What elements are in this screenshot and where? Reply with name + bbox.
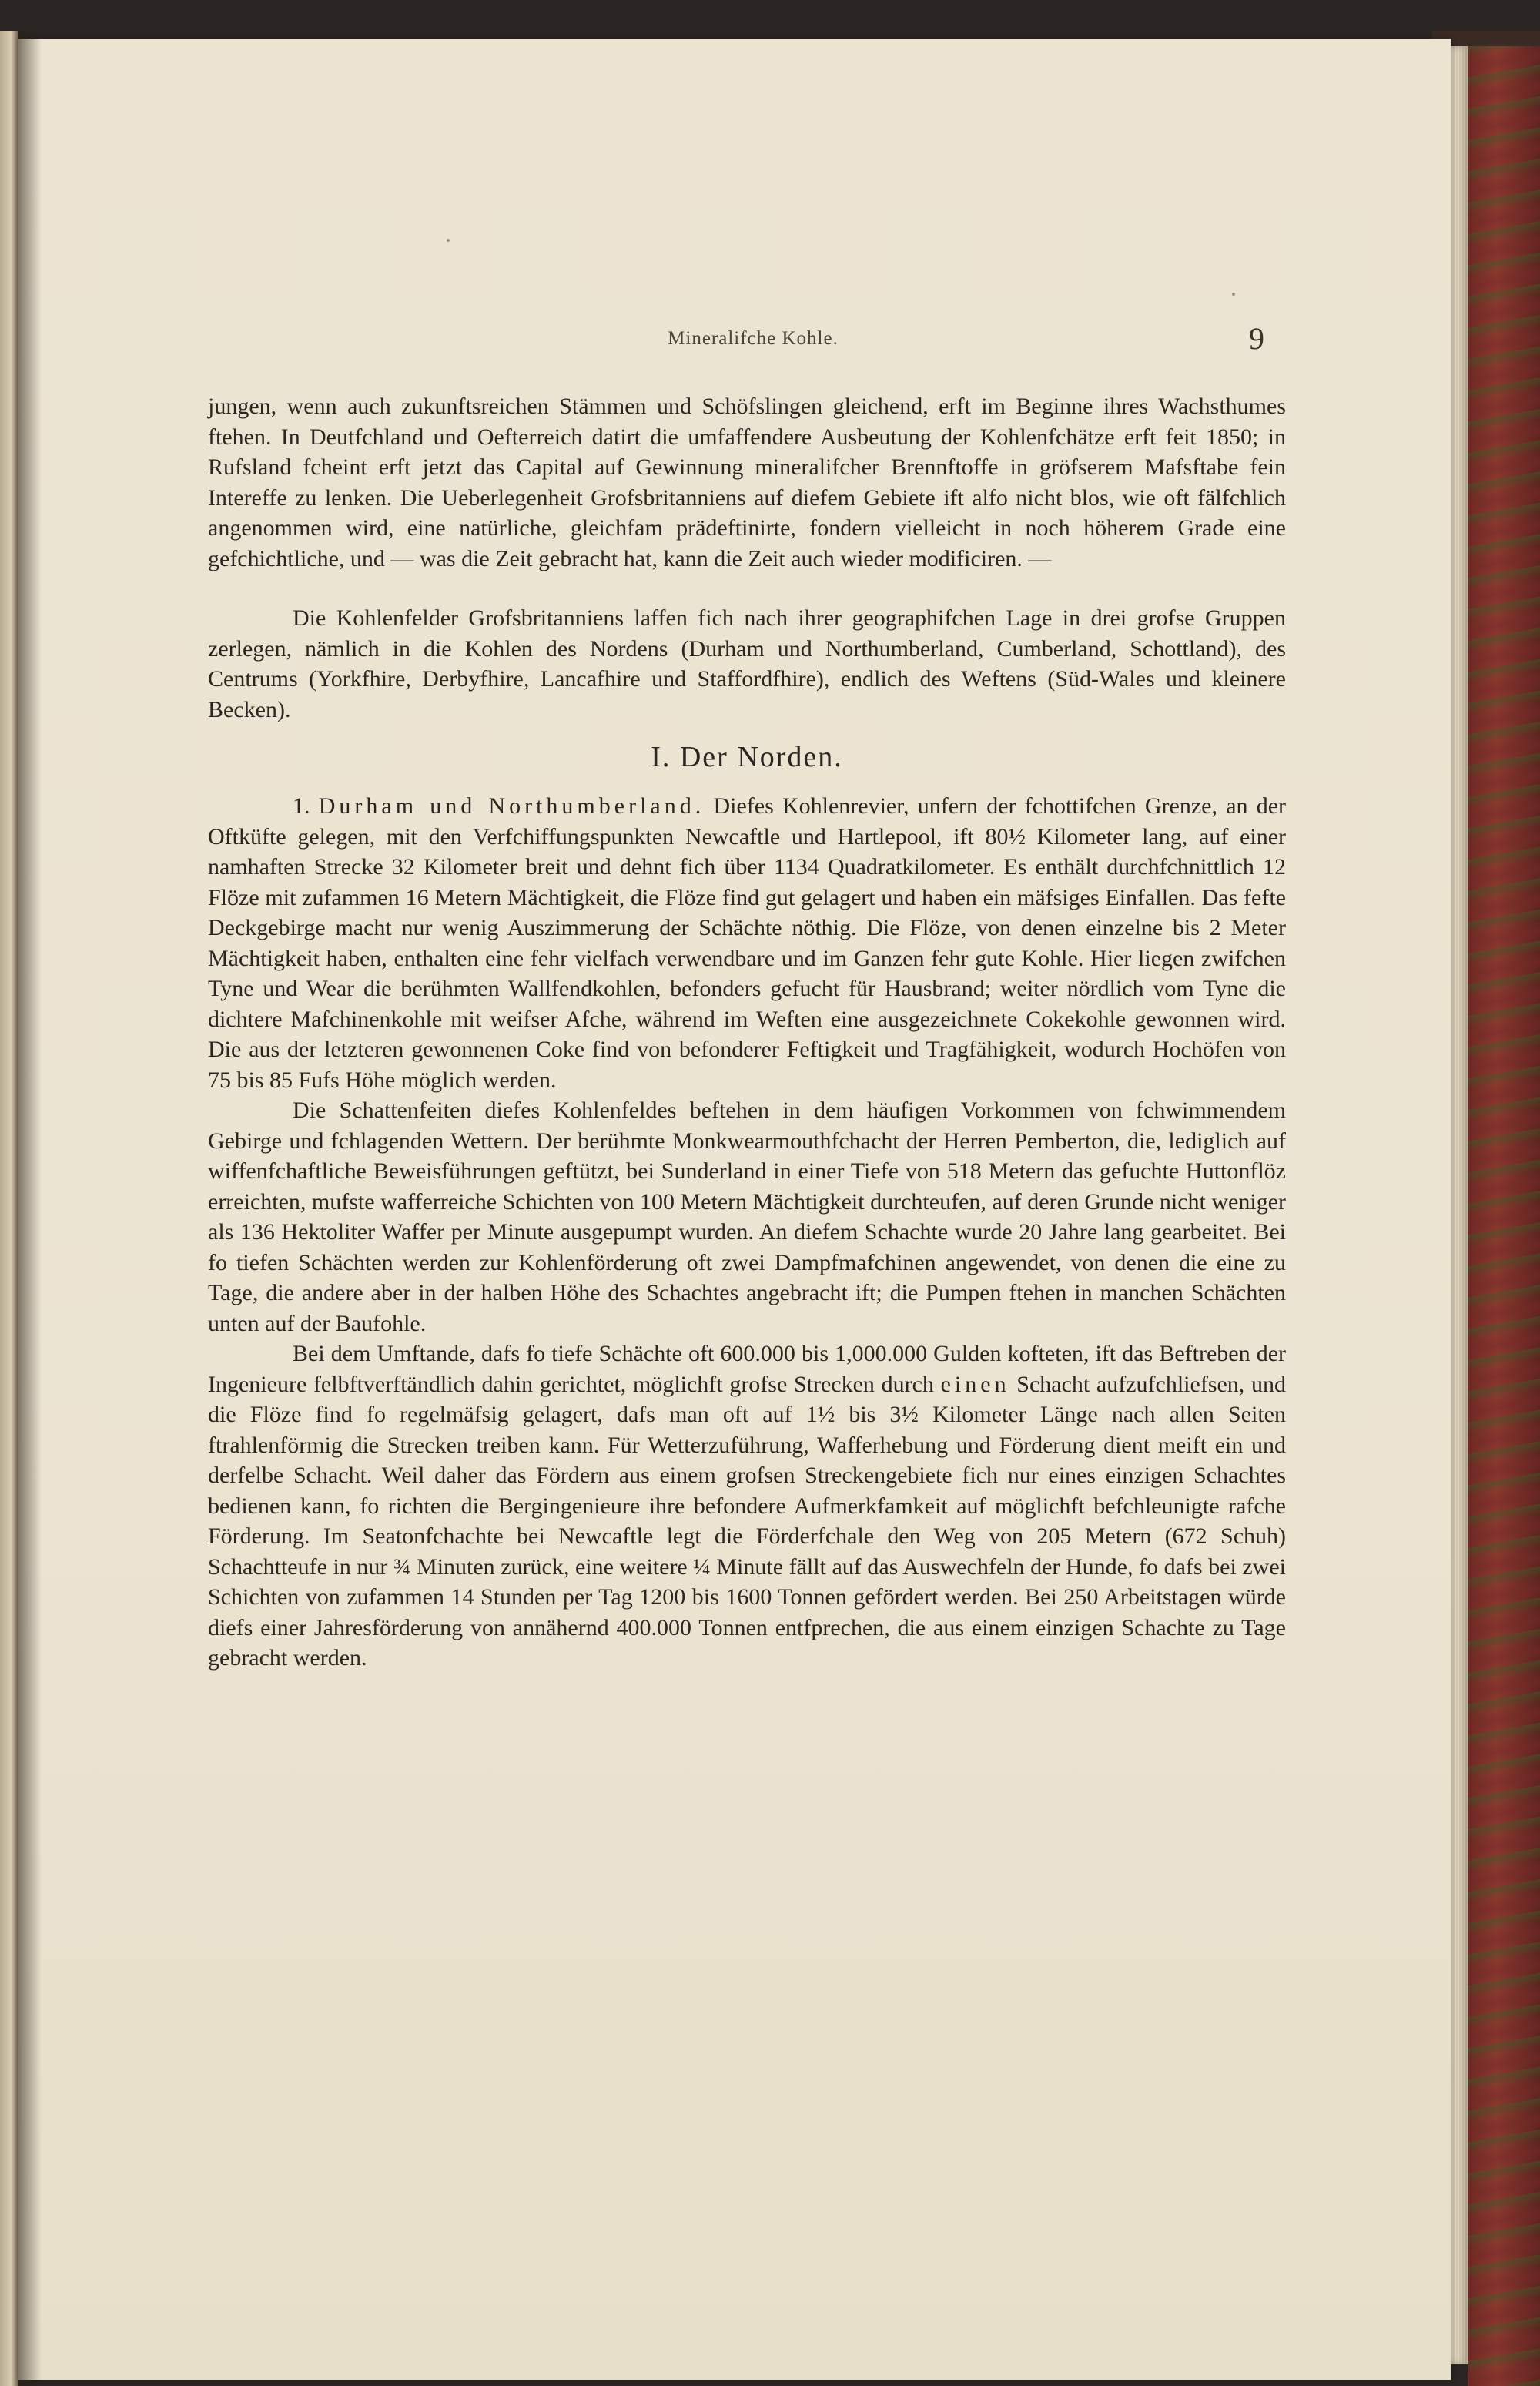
ink-speck: [1232, 293, 1235, 296]
book-cover-edge: [1468, 46, 1540, 2386]
paragraph-3-text: Diefes Kohlenrevier, unfern der fchottifchen Grenze, an der Oftküfte gelegen, mit den Verfchiffungspunkten Newcaftle und Hartlepool, ift 80½ Kilometer lang, auf einer namhaften Strecke 32 Kilometer breit und dehnt fich über 1134 Quadratkilometer. Es enthält durchfchnittlich 12 Flöze mit zufammen 16 Metern Mächtigkeit, die Flöze find gut gelagert und haben ein mäfsiges Einfallen. Das fefte Deckgebirge macht nur wenig Auszimmerung der Schächte nöthig. Die Flöze, von denen einzelne bis 2 Meter Mächtigkeit haben, enthalten eine fehr vielfach verwendbare und im Ganzen fehr gute Kohle. Hier liegen zwifchen Tyne und Wear die berühmten Wallfendkohlen, befonders gefucht für Hausbrand; weiter nördlich vom Tyne die dichtere Mafchinenkohle mit weifser Afche, während im Weften eine ausgezeichnete Cokekohle gewonnen wird. Die aus der letzteren gewonnenen Coke find von befonderer Feftigkeit und Tragfähigkeit, wodurch Hochöfen von 75 bis 85 Fufs Höhe möglich werden.: [208, 793, 1287, 1093]
item-number: 1.: [293, 793, 310, 819]
ink-speck: [447, 239, 450, 242]
subsection-title: Durham und Northumberland.: [318, 793, 705, 819]
paragraph-4: Die Schattenfeiten diefes Kohlenfeldes beftehen in dem häufigen Vorkommen von fchwimmendem Gebirge und fchlagenden Wettern. Der berühmte Monkwearmouthfchacht der Herren Pemberton, die, lediglich auf wiffenfchaftliche Beweisführungen geftützt, bei Sunderland in einer Tiefe von 518 Metern das gefuchte Huttonflöz erreichten, mufste wafferreiche Schichten von 100 Metern Mächtigkeit durchteufen, auf deren Grunde nicht weniger als 136 Hektoliter Waffer per Minute ausgepumpt wurden. An diefem Schachte wurde 20 Jahre lang gearbeitet. Bei fo tiefen Schächten werden zur Kohlenförderung oft zwei Dampfmafchinen angewendet, von denen die eine zu Tage, die andere aber in der halben Höhe des Schachtes angebracht ift; die Pumpen ftehen in manchen Schächten unten auf der Baufohle.: [208, 1097, 1286, 1336]
paragraph-5: [208, 1339, 1286, 1674]
paragraph-2: Die Kohlenfelder Grofsbritanniens laffen fich nach ihrer geographifchen Lage in drei grofse Gruppen zerlegen, nämlich in die Kohlen des Nordens (Durham und Northumberland, Cumberland, Schottland), des Centrums (Yorkfhire, Derbyfhire, Lancafhire und Staffordfhire), endlich des Weftens (Süd-Wales und kleinere Becken).: [208, 605, 1286, 722]
running-title: Mineralifche Kohle.: [668, 328, 839, 349]
page-number: 9: [1249, 321, 1264, 356]
paragraph-3: [208, 791, 1286, 1095]
left-page-edge: [0, 31, 18, 2386]
body-text: [208, 391, 1286, 1674]
book-page: [18, 39, 1451, 2380]
emphasized-word: einen: [940, 1371, 1010, 1397]
paragraph-1: jungen, wenn auch zukunftsreichen Stämmen und Schöfslingen gleichend, erft im Beginne ihres Wachsthumes ftehen. In Deutfchland und Oefterreich datirt die umfaffendere Ausbeutung der Kohlenfchätze erft feit 1850; in Rufsland fcheint erft jetzt das Capital auf Gewinnung mineralifcher Brennftoffe in gröfserem Mafsftabe fein Intereffe zu lenken. Die Ueberlegenheit Grofsbritanniens auf diefem Gebiete ift alfo nicht blos, wie oft fälfchlich angenommen wird, eine natürliche, gleichfam prädeftinirte, fondern vielleicht in noch höherem Grade eine gefchichtliche, und — was die Zeit gebracht hat, kann die Zeit auch wieder modificiren. —: [208, 394, 1286, 571]
gutter-shadow: [18, 31, 42, 2386]
section-heading: I. Der Norden.: [651, 741, 843, 773]
paragraph-5-part-b: Schacht aufzufchliefsen, und die Flöze find fo regelmäfsig gelagert, dafs man oft auf 1½ bis 3½ Kilometer Länge nach allen Seiten ftrahlenförmig die Strecken treiben kann. Für Wetterzuführung, Wafferhebung und Förderung dient meift ein und derfelbe Schacht. Weil daher das Fördern aus einem grofsen Streckengebiete fich nur eines einzigen Schachtes bedienen kann, fo richten die Bergingenieure ihre befondere Aufmerkfamkeit auf möglichft befchleunigte rafche Förderung. Im Seatonfchachte bei Newcaftle legt die Förderfchale den Weg von 205 Metern (672 Schuh) Schachtteufe in nur ¾ Minuten zurück, eine weitere ¼ Minute fällt auf das Auswechfeln der Hunde, fo dafs bei zwei Schichten von zufammen 14 Stunden per Tag 1200 bis 1600 Tonnen gefördert werden. Bei 250 Arbeitstagen würde diefs einer Jahresförderung von annähernd 400.000 Tonnen entfprechen, die aus einem einzigen Schachte zu Tage gebracht werden.: [208, 1371, 1286, 1671]
paragraph-5-part-a: Bei dem Umftande, dafs fo tiefe Schächte oft 600.000 bis 1,000.000 Gulden kofteten, ift das Beftreben der Ingenieure felbftverftändlich dahin gerichtet, möglichft grofse Strecken durch: [208, 1341, 1286, 1397]
running-head: [18, 321, 1451, 359]
